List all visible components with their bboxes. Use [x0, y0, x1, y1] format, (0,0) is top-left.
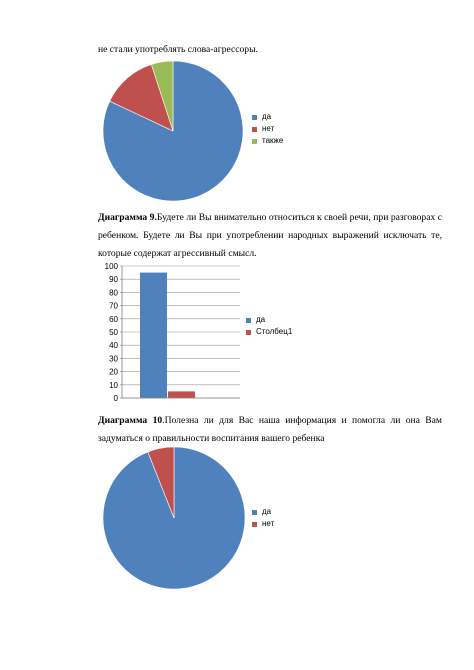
- legend-item-net: [252, 518, 274, 530]
- legend-swatch: [252, 115, 257, 120]
- diagram-10-caption: Диаграмма 10: [98, 415, 163, 426]
- y-tick-label: 20: [109, 367, 118, 377]
- pie-chart-2: [102, 446, 246, 590]
- bar-chart-legend: [246, 314, 292, 338]
- legend-label: да: [256, 315, 266, 324]
- legend-item-takzhe: [252, 135, 283, 147]
- legend-item-da: [252, 506, 274, 518]
- legend-swatch: [252, 127, 257, 132]
- legend-swatch: [252, 522, 257, 527]
- y-tick-label: 50: [109, 328, 118, 337]
- diagram-9-line-3: которые содержат агрессивный смысл.: [98, 248, 257, 259]
- y-tick-label: 10: [109, 380, 118, 390]
- legend-label: Столбец1: [256, 327, 293, 336]
- y-tick-label: 60: [109, 314, 118, 324]
- diagram-9-text-1: Будете ли Вы внимательно относиться к своей речи, при разговорах с: [156, 212, 442, 223]
- legend-swatch: [246, 318, 251, 323]
- bar-да-0: [140, 273, 167, 398]
- pie-2-legend: [252, 506, 274, 530]
- y-tick-label: 30: [109, 354, 118, 364]
- pie-1-legend: [252, 111, 283, 147]
- diagram-10-line-1: [98, 413, 442, 429]
- y-tick-label: 80: [109, 288, 118, 298]
- intro-text: не стали употреблять слова-агрессоры.: [98, 44, 258, 55]
- legend-item-stolbets1: [246, 326, 292, 338]
- legend-item-da: [252, 111, 283, 123]
- diagram-9-line-1: [98, 210, 442, 226]
- legend-label: нет: [262, 124, 275, 133]
- legend-swatch: [252, 510, 257, 515]
- bar-Столбец1-1: [168, 391, 195, 398]
- y-tick-label: 100: [104, 262, 118, 271]
- legend-item-net: [252, 123, 283, 135]
- y-tick-label: 40: [109, 341, 118, 351]
- y-tick-label: 0: [113, 394, 118, 403]
- legend-swatch: [246, 330, 251, 335]
- diagram-9-caption: Диаграмма 9.: [98, 212, 157, 223]
- y-tick-label: 70: [109, 301, 118, 311]
- pie-chart-1: [102, 60, 244, 202]
- legend-item-da: [246, 314, 292, 326]
- bar-chart: [96, 258, 256, 404]
- diagram-9-line-2: ребенком. Будете ли Вы при употреблении народных выражений исключать те,: [98, 230, 442, 241]
- legend-label: да: [262, 112, 272, 121]
- diagram-10-text-1: .Полезна ли для Вас наша информация и помогла ли она Вам: [162, 415, 442, 426]
- legend-swatch: [252, 139, 257, 144]
- legend-label: нет: [262, 519, 275, 528]
- diagram-10-line-2: задуматься о правильности воспитания вашего ребенка: [98, 433, 325, 444]
- legend-label: также: [262, 136, 284, 145]
- y-tick-label: 90: [109, 275, 118, 285]
- legend-label: да: [262, 507, 272, 516]
